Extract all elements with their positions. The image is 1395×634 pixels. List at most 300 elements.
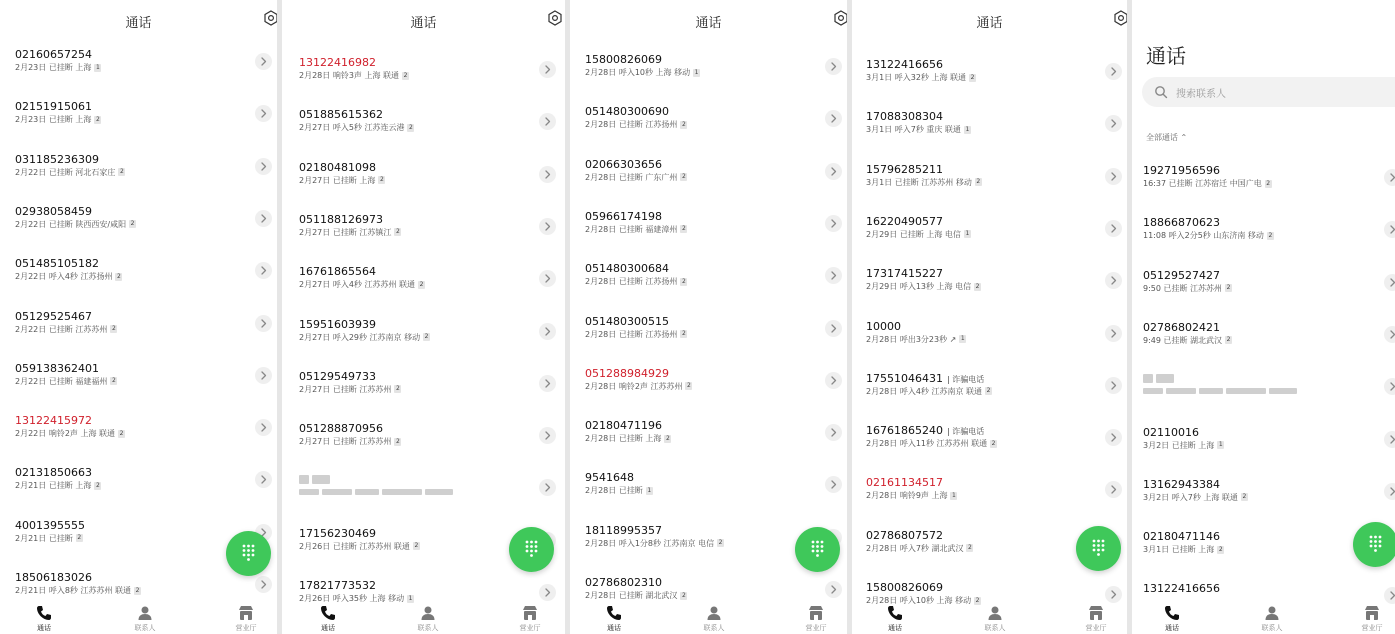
call-number — [1143, 426, 1199, 439]
chevron-right-icon[interactable] — [539, 61, 556, 78]
call-detail — [1143, 335, 1232, 346]
call-detail — [1143, 440, 1224, 451]
settings-gear-icon[interactable] — [1113, 10, 1127, 26]
chevron-right-icon[interactable] — [255, 576, 272, 593]
call-status: 已挂断 河北石家庄 — [48, 167, 116, 177]
call-number-text: 02786807572 — [866, 528, 943, 542]
chevron-right-icon[interactable] — [825, 267, 842, 284]
call-number — [299, 213, 383, 226]
call-date: 2月28日 — [585, 68, 617, 77]
call-number-text: 9541648 — [585, 471, 634, 485]
call-log-row[interactable] — [585, 419, 847, 469]
call-detail — [299, 70, 409, 81]
nav-calls-label: 通话 — [888, 624, 902, 632]
call-detail — [299, 175, 385, 186]
chevron-right-icon[interactable] — [255, 419, 272, 436]
call-detail — [15, 376, 117, 387]
call-status: 呼入10秒 上海 移动 — [618, 68, 691, 77]
call-log-panel-4 — [852, 0, 1127, 634]
call-detail — [866, 543, 973, 554]
call-number-text: 16761865240 — [866, 424, 943, 438]
nav-store[interactable] — [510, 604, 550, 633]
call-log-row[interactable] — [1143, 269, 1395, 319]
call-log-row[interactable] — [15, 257, 277, 307]
call-number — [15, 414, 92, 427]
chevron-right-icon[interactable] — [1105, 325, 1122, 342]
chevron-right-icon[interactable] — [1105, 272, 1122, 289]
call-status: 已挂断 江苏宿迁 中国广电 — [1168, 179, 1262, 188]
call-status: 已挂断 陕西西安/咸阳 — [48, 219, 127, 229]
chevron-right-icon[interactable] — [539, 584, 556, 601]
call-log-row[interactable] — [866, 163, 1127, 213]
call-count-badge: 2 — [968, 544, 972, 552]
call-date: 3月1日 — [1143, 545, 1170, 555]
call-status: 呼入8秒 江苏苏州 联通 — [48, 586, 132, 595]
call-date: 2月22日 — [15, 376, 47, 386]
call-number — [299, 318, 376, 331]
chevron-right-icon[interactable] — [1105, 63, 1122, 80]
call-number — [585, 576, 662, 589]
call-number — [299, 161, 376, 174]
call-date: 3月1日 — [866, 177, 893, 187]
call-status: 呼入35秒 上海 移动 — [332, 594, 405, 603]
call-number — [299, 108, 383, 121]
call-number-text: 02786802421 — [1143, 320, 1220, 334]
call-number — [299, 527, 376, 540]
call-number-text: 17088308304 — [866, 110, 943, 124]
call-log-row[interactable] — [585, 315, 847, 365]
call-log-row[interactable] — [585, 53, 847, 103]
call-status: 已挂断 福建福州 — [48, 376, 108, 386]
call-status: 呼入11秒 江苏苏州 联通 — [899, 439, 988, 449]
call-status: 呼入4秒 江苏扬州 — [48, 272, 113, 282]
call-count-badge: 2 — [1242, 493, 1247, 501]
call-status: 已挂断 江苏扬州 — [618, 120, 678, 130]
call-number — [585, 524, 662, 537]
call-detail — [1143, 283, 1232, 294]
call-log-row[interactable] — [15, 48, 277, 98]
call-number-text: 02180481098 — [299, 160, 376, 174]
call-number — [866, 320, 901, 333]
call-number — [299, 265, 376, 278]
chevron-right-icon[interactable] — [1105, 377, 1122, 394]
chevron-right-icon[interactable] — [539, 113, 556, 130]
call-filter-dropdown[interactable]: 全部通话 ⌃ — [1146, 133, 1188, 142]
redacted-caller-name — [1143, 373, 1177, 386]
call-count-badge: 2 — [117, 272, 121, 280]
call-log-row[interactable] — [299, 161, 565, 211]
call-status: 呼入5秒 江苏连云港 — [332, 123, 405, 133]
call-status: 已挂断 江苏苏州 — [332, 437, 392, 447]
nav-store[interactable] — [796, 604, 836, 633]
call-detail — [585, 172, 687, 183]
nav-store-label: 营业厅 — [1361, 624, 1383, 632]
nav-calls[interactable] — [875, 604, 915, 633]
call-log-row[interactable] — [299, 56, 565, 106]
call-log-row[interactable] — [15, 362, 277, 412]
call-log-row[interactable] — [299, 422, 565, 472]
call-date: 3月2日 — [1143, 440, 1170, 450]
call-status: 已挂断 — [48, 533, 73, 543]
call-number — [866, 476, 943, 489]
call-detail — [866, 72, 976, 83]
call-log-row[interactable] — [1143, 164, 1395, 214]
nav-calls[interactable] — [308, 604, 348, 633]
call-count-badge: 2 — [77, 534, 82, 542]
call-detail — [866, 438, 997, 449]
call-log-row[interactable] — [1143, 373, 1395, 423]
call-number — [585, 53, 662, 66]
call-log-row[interactable] — [866, 476, 1127, 526]
chevron-right-icon[interactable] — [1384, 378, 1395, 395]
call-count-badge: 2 — [395, 228, 400, 236]
call-log-row[interactable] — [299, 108, 565, 158]
call-log-row[interactable] — [585, 210, 847, 260]
chevron-right-icon[interactable] — [255, 53, 272, 70]
call-status: 呼入29秒 江苏南京 移动 — [332, 332, 421, 342]
call-number-text: 02180471196 — [585, 419, 662, 433]
chevron-right-icon[interactable] — [825, 58, 842, 75]
call-count-badge: 2 — [681, 591, 686, 599]
call-number-text: 059138362401 — [15, 361, 99, 375]
dialpad-button[interactable] — [226, 531, 271, 576]
call-detail — [15, 324, 117, 335]
call-number — [585, 262, 669, 275]
call-number — [866, 372, 984, 385]
bottom-nav — [282, 600, 565, 634]
call-number — [866, 110, 943, 123]
call-number — [15, 571, 92, 584]
call-count-badge: 1 — [694, 68, 699, 76]
chevron-right-icon[interactable] — [255, 471, 272, 488]
nav-contacts[interactable] — [1252, 604, 1292, 633]
call-status: 呼入4秒 江苏南京 联通 — [899, 386, 983, 396]
call-date: 2月28日 — [585, 538, 617, 548]
chevron-right-icon[interactable] — [1384, 483, 1395, 500]
chevron-right-icon[interactable] — [255, 367, 272, 384]
call-date: 2月27日 — [299, 123, 331, 133]
redacted-caller-detail — [299, 488, 456, 497]
call-detail — [1143, 492, 1248, 503]
call-count-badge: 2 — [681, 120, 686, 128]
call-date: 2月27日 — [299, 384, 331, 394]
chevron-right-icon[interactable] — [825, 110, 842, 127]
call-number — [866, 58, 943, 71]
call-number-text: 051288984929 — [585, 366, 669, 380]
call-date: 2月27日 — [299, 280, 331, 290]
chevron-right-icon[interactable] — [825, 320, 842, 337]
call-log-row[interactable] — [299, 474, 565, 524]
call-number — [15, 205, 92, 218]
call-detail — [585, 485, 653, 496]
call-detail — [585, 67, 700, 78]
call-date: 2月28日 — [299, 71, 331, 80]
call-date: 3月1日 — [866, 125, 893, 135]
chevron-right-icon[interactable] — [825, 476, 842, 493]
call-count-badge: 2 — [1268, 231, 1273, 239]
call-number — [15, 100, 92, 113]
nav-calls[interactable] — [1152, 604, 1192, 633]
call-number — [299, 579, 376, 592]
chevron-right-icon[interactable] — [539, 218, 556, 235]
call-date: 16:37 — [1143, 179, 1167, 188]
nav-calls-label: 通话 — [607, 624, 621, 632]
call-log-row[interactable] — [15, 466, 277, 516]
call-status: 呼入4秒 江苏苏州 联通 — [332, 280, 416, 290]
chevron-right-icon[interactable] — [1384, 326, 1395, 343]
call-status: 已挂断 江苏镇江 — [332, 227, 392, 237]
call-date: 2月28日 — [866, 439, 898, 449]
call-number — [15, 153, 99, 166]
call-detail — [299, 279, 425, 290]
call-status: 呼入7秒 重庆 联通 — [894, 125, 961, 135]
call-status: 已挂断 江苏苏州 — [48, 324, 108, 334]
call-number — [866, 424, 984, 437]
redacted-caller-name — [299, 474, 333, 487]
call-log-row[interactable] — [866, 267, 1127, 317]
chevron-right-icon[interactable] — [539, 479, 556, 496]
call-detail — [15, 428, 125, 439]
nav-calls[interactable] — [24, 604, 64, 633]
dialpad-button[interactable] — [795, 527, 840, 572]
chevron-right-icon[interactable] — [1384, 431, 1395, 448]
chevron-right-icon[interactable] — [1384, 169, 1395, 186]
call-status: 呼入10秒 上海 移动 — [899, 596, 972, 605]
call-date: 2月28日 — [585, 120, 617, 130]
call-date: 2月28日 — [585, 591, 617, 600]
call-status: 响铃9声 上海 — [899, 491, 948, 501]
call-status: 呼入7秒 湖北武汉 — [899, 543, 964, 553]
chevron-right-icon[interactable] — [1105, 220, 1122, 237]
call-log-row[interactable] — [299, 213, 565, 263]
call-number-text: 13122416656 — [1143, 582, 1220, 596]
nav-calls[interactable] — [594, 604, 634, 633]
call-log-row[interactable] — [15, 310, 277, 360]
chevron-right-icon[interactable] — [255, 105, 272, 122]
call-detail — [866, 124, 971, 135]
call-count-badge: 2 — [424, 333, 429, 340]
call-detail — [299, 332, 430, 343]
chevron-right-icon[interactable] — [825, 163, 842, 180]
call-detail — [866, 177, 982, 188]
call-count-badge: 1 — [960, 335, 965, 342]
chevron-right-icon[interactable] — [825, 424, 842, 441]
call-number — [15, 466, 92, 479]
call-number-text: 05129549733 — [299, 369, 376, 383]
call-number — [15, 257, 99, 270]
call-log-panel-3 — [570, 0, 847, 634]
chevron-right-icon[interactable] — [255, 158, 272, 175]
call-date: 2月27日 — [299, 332, 331, 342]
chevron-right-icon[interactable] — [1105, 429, 1122, 446]
call-number — [1143, 164, 1220, 177]
call-log-row[interactable] — [299, 370, 565, 420]
call-count-badge: 1 — [965, 125, 970, 133]
call-log-row[interactable] — [299, 318, 565, 368]
call-date: 2月27日 — [299, 227, 331, 237]
nav-store[interactable] — [1076, 604, 1116, 633]
call-count-badge: 2 — [395, 437, 400, 445]
call-count-badge: 2 — [718, 539, 723, 547]
page-title: 通话 — [410, 16, 437, 31]
call-status: 已挂断 上海 — [332, 175, 376, 185]
call-status: 已挂断 上海 — [1171, 545, 1215, 555]
call-log-row[interactable] — [299, 265, 565, 315]
call-log-row[interactable] — [866, 58, 1127, 108]
call-log-row[interactable] — [15, 414, 277, 464]
chevron-right-icon[interactable] — [825, 372, 842, 389]
call-count-badge: 2 — [130, 220, 135, 228]
chevron-right-icon[interactable] — [1105, 115, 1122, 132]
call-date: 2月28日 — [866, 596, 898, 605]
call-log-row[interactable] — [1143, 478, 1395, 528]
call-status: 呼入7秒 上海 联通 — [1171, 492, 1238, 502]
call-log-row[interactable] — [1143, 321, 1395, 371]
call-log-row[interactable] — [866, 320, 1127, 370]
call-status: 已挂断 江苏苏州 — [332, 384, 392, 394]
call-log-row[interactable] — [15, 205, 277, 255]
chevron-right-icon[interactable] — [1384, 221, 1395, 238]
call-count-badge: 2 — [681, 173, 686, 181]
call-date: 2月28日 — [866, 334, 898, 344]
call-count-badge: 2 — [119, 168, 124, 176]
call-detail — [585, 329, 687, 340]
settings-gear-icon[interactable] — [547, 10, 563, 26]
call-detail — [1143, 178, 1272, 189]
call-log-row[interactable] — [585, 105, 847, 155]
search-placeholder: 搜索联系人 — [1176, 89, 1226, 100]
call-number-text: 16220490577 — [866, 214, 943, 228]
call-log-row[interactable] — [866, 110, 1127, 160]
dialpad-button[interactable] — [1353, 522, 1395, 567]
redacted-caller-detail — [1143, 387, 1300, 396]
call-number — [1143, 216, 1220, 229]
call-log-row[interactable] — [585, 158, 847, 208]
chevron-right-icon[interactable] — [825, 215, 842, 232]
call-log-row[interactable] — [585, 471, 847, 521]
chevron-right-icon[interactable] — [255, 315, 272, 332]
call-log-row[interactable] — [15, 100, 277, 150]
call-count-badge: 2 — [681, 225, 686, 233]
bottom-nav — [1132, 600, 1395, 634]
chevron-right-icon[interactable] — [539, 166, 556, 183]
call-detail — [585, 433, 671, 444]
call-log-row[interactable] — [866, 215, 1127, 265]
call-log-row[interactable] — [866, 424, 1127, 474]
call-number — [1143, 269, 1220, 282]
call-number-text: 15800826069 — [585, 53, 662, 66]
call-log-row[interactable] — [1143, 426, 1395, 476]
call-count-badge: 2 — [681, 277, 686, 285]
bottom-nav — [0, 600, 277, 634]
chevron-right-icon[interactable] — [539, 427, 556, 444]
call-number-text: 031185236309 — [15, 152, 99, 166]
nav-store[interactable] — [1352, 604, 1392, 633]
call-count-badge: 2 — [986, 387, 991, 395]
nav-contacts[interactable] — [694, 604, 734, 633]
call-number-text: 13122416656 — [866, 58, 943, 71]
call-log-row[interactable] — [866, 372, 1127, 422]
call-count-badge: 2 — [119, 429, 124, 437]
call-status: 已挂断 江苏苏州 — [1163, 283, 1223, 293]
call-number-text: 18506183026 — [15, 571, 92, 584]
nav-contacts[interactable] — [408, 604, 448, 633]
call-date: 3月2日 — [1143, 492, 1170, 502]
call-date: 2月28日 — [585, 277, 617, 287]
settings-gear-icon[interactable] — [263, 10, 277, 26]
chevron-right-icon[interactable] — [539, 323, 556, 340]
call-detail — [866, 334, 966, 345]
chevron-right-icon[interactable] — [255, 210, 272, 227]
call-number-text: 02938058459 — [15, 204, 92, 218]
call-date: 2月28日 — [866, 386, 898, 396]
call-count-badge: 2 — [970, 73, 975, 81]
chevron-right-icon[interactable] — [539, 375, 556, 392]
call-number-text: 02161134517 — [866, 476, 943, 490]
nav-contacts[interactable] — [125, 604, 165, 633]
call-status: 已挂断 江苏扬州 — [618, 329, 678, 339]
nav-store[interactable] — [226, 604, 266, 633]
call-count-badge: 2 — [687, 382, 691, 390]
call-date: 2月29日 — [866, 282, 898, 292]
dialpad-button[interactable] — [1076, 526, 1121, 571]
call-count-badge: 2 — [991, 439, 996, 447]
call-number — [585, 210, 662, 223]
call-detail — [585, 538, 724, 549]
call-number-text: 13122416982 — [299, 56, 376, 69]
chevron-right-icon[interactable] — [539, 270, 556, 287]
chevron-right-icon[interactable] — [1384, 274, 1395, 291]
call-number-text: 15796285211 — [866, 162, 943, 176]
call-log-panel-2 — [282, 0, 565, 634]
dialpad-button[interactable] — [509, 527, 554, 572]
chevron-right-icon[interactable] — [1105, 481, 1122, 498]
bottom-nav — [852, 600, 1127, 634]
call-date: 2月28日 — [585, 381, 617, 391]
call-log-row[interactable] — [585, 367, 847, 417]
nav-calls-label: 通话 — [37, 624, 51, 632]
call-count-badge: 2 — [681, 330, 686, 337]
call-status: 已挂断 上海 — [1171, 440, 1215, 450]
search-input[interactable] — [1142, 77, 1395, 107]
call-number — [15, 362, 99, 375]
nav-calls-label: 通话 — [321, 624, 335, 632]
chevron-right-icon[interactable] — [1105, 168, 1122, 185]
call-count-badge: 1 — [1218, 441, 1223, 448]
call-number-text: 051480300684 — [585, 262, 669, 276]
call-log-row[interactable] — [15, 153, 277, 203]
call-number — [299, 370, 376, 383]
call-number — [299, 422, 383, 435]
call-status: 呼入2分5秒 山东济南 移动 — [1168, 231, 1264, 241]
call-date: 2月22日 — [15, 272, 47, 282]
call-status: 已挂断 上海 — [48, 63, 92, 72]
call-number — [866, 163, 943, 176]
call-detail — [15, 219, 136, 230]
call-count-badge: 2 — [111, 325, 116, 332]
call-number-text: 051480300690 — [585, 105, 669, 119]
chevron-right-icon[interactable] — [825, 581, 842, 598]
call-status: 响铃2声 上海 联通 — [48, 429, 116, 439]
call-number — [585, 315, 669, 328]
call-log-row[interactable] — [1143, 216, 1395, 266]
call-number-text: 17156230469 — [299, 526, 376, 540]
nav-contacts[interactable] — [975, 604, 1015, 633]
call-status: 已挂断 江苏苏州 移动 — [894, 177, 972, 187]
settings-gear-icon[interactable] — [833, 10, 847, 26]
chevron-right-icon[interactable] — [255, 262, 272, 279]
call-log-row[interactable] — [585, 262, 847, 312]
